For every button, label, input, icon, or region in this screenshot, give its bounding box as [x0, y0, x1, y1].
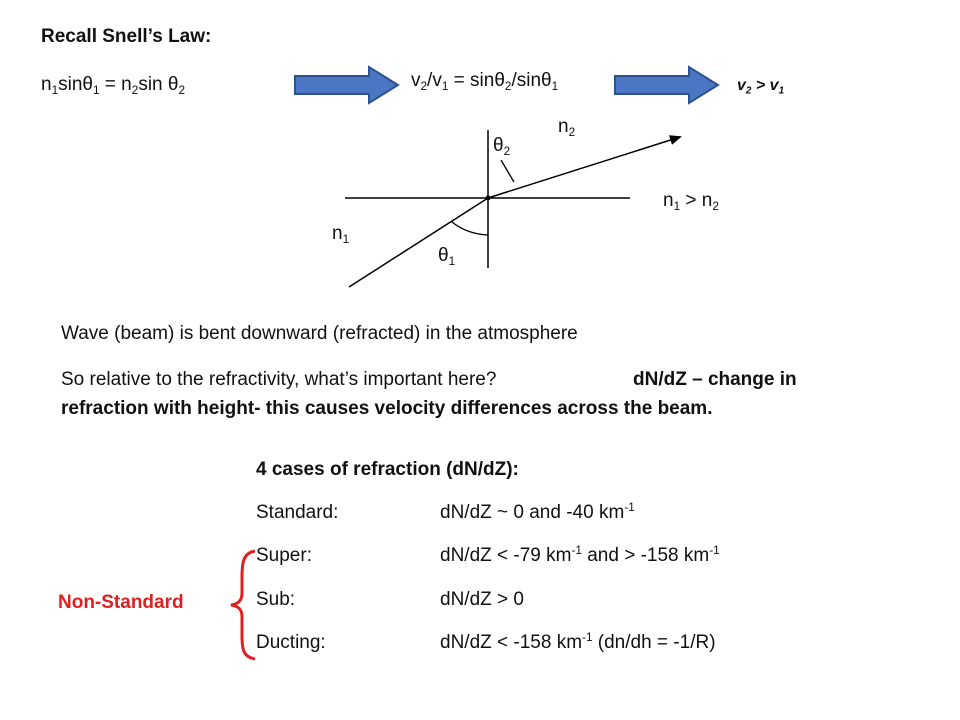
case-value-super — [440, 545, 720, 567]
heading: Recall Snell’s Law: — [41, 26, 212, 47]
theta2-base: θ — [493, 135, 504, 156]
theta2-label — [493, 135, 510, 157]
case-name-sub: Sub: — [256, 589, 296, 610]
refracted-ray — [488, 137, 680, 198]
n1-label — [332, 223, 349, 245]
relation-n: n — [701, 190, 713, 211]
case-text: (dn/dh = -1/R) — [592, 632, 716, 653]
ratio-slash: /v — [427, 70, 442, 91]
ratio-eq: = sinθ — [448, 70, 505, 91]
n2-label — [558, 116, 575, 138]
case-text: dN/dZ < -158 km — [440, 632, 583, 653]
case-text: and > -158 km — [581, 545, 710, 566]
ratio-sub: 1 — [551, 80, 559, 94]
theta1-arc — [452, 222, 488, 235]
relation-sub: 2 — [712, 200, 719, 214]
case-value-ducting — [440, 632, 716, 654]
curly-brace-icon — [225, 545, 265, 665]
ratio-sub: 1 — [441, 80, 449, 94]
snell-sin: sinθ — [58, 74, 93, 95]
result-sub: 2 — [745, 85, 752, 97]
theta1-sub: 1 — [448, 255, 456, 269]
cases-title: 4 cases of refraction (dN/dZ): — [256, 459, 519, 480]
index-relation — [663, 190, 719, 212]
case-text: dN/dZ < -79 km — [440, 545, 572, 566]
snell-sub: 2 — [178, 84, 185, 98]
case-sup: -1 — [709, 543, 720, 557]
incidence-point — [486, 196, 491, 201]
case-name-standard: Standard: — [256, 502, 339, 523]
case-value-sub: dN/dZ > 0 — [440, 589, 524, 610]
ratio-sub: 2 — [504, 80, 512, 94]
snell-sin: sin θ — [138, 74, 179, 95]
result-sub: 1 — [778, 85, 785, 97]
theta2-arc — [501, 160, 514, 182]
case-sup: -1 — [624, 500, 635, 514]
incident-ray — [349, 198, 488, 287]
snell-sub: 1 — [51, 84, 59, 98]
snell-sub: 2 — [131, 84, 139, 98]
theta1-label — [438, 245, 455, 267]
ratio-div: /sinθ — [511, 70, 552, 91]
question-text: So relative to the refractivity, what’s important here? — [61, 369, 497, 390]
theta1-base: θ — [438, 245, 449, 266]
answer-text-start: dN/dZ – change in — [633, 369, 797, 390]
snell-n: n — [41, 74, 52, 95]
snell-sub: 1 — [92, 84, 100, 98]
ratio-sub: 2 — [420, 80, 428, 94]
relation-n: n — [663, 190, 674, 211]
relation-sub: 1 — [673, 200, 681, 214]
case-value-standard — [440, 502, 635, 524]
case-sup: -1 — [571, 543, 582, 557]
case-name-super: Super: — [256, 545, 312, 566]
snell-eq: = n — [99, 74, 132, 95]
case-name-ducting: Ducting: — [256, 632, 326, 653]
result-gt: > v — [751, 77, 779, 94]
n1-base: n — [332, 223, 343, 244]
n2-sub: 2 — [568, 126, 576, 140]
non-standard-label: Non-Standard — [58, 592, 184, 613]
n2-base: n — [558, 116, 569, 137]
theta2-sub: 2 — [503, 145, 511, 159]
relation-gt: > — [680, 190, 702, 211]
refraction-diagram — [0, 0, 960, 330]
ratio-v: v — [411, 70, 421, 91]
n1-sub: 1 — [342, 233, 350, 247]
result-v: v — [737, 77, 746, 94]
case-sup: -1 — [582, 630, 593, 644]
beam-bent-text: Wave (beam) is bent downward (refracted) in the atmosphere — [61, 323, 578, 344]
case-text: dN/dZ ~ 0 and -40 km — [440, 502, 625, 523]
answer-text-end: refraction with height- this causes velocity differences across the beam. — [61, 398, 713, 419]
